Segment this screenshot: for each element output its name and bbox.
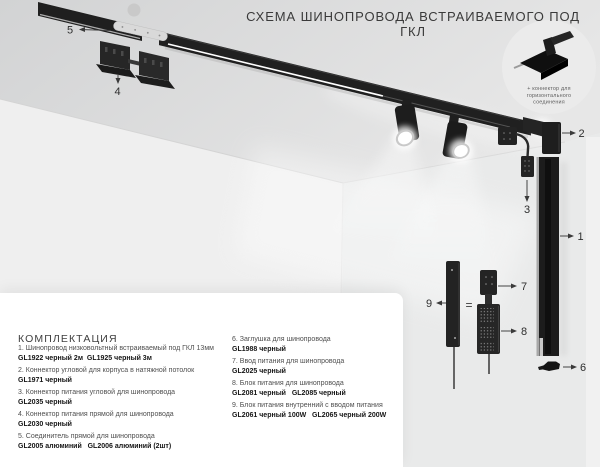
track-wall-shadow [560,162,567,356]
callout-number-2: 2 [578,128,585,140]
kit-item-4 [18,410,230,430]
callout-number-5: 5 [66,24,74,37]
callout-number-3: 3 [523,204,531,216]
kit-column-right [232,335,400,423]
led-dot [451,269,453,271]
pin-dot [485,276,487,278]
kit-item-desc: 1. Шинопровод низковольтный встраиваемый под ГКЛ 13мм [18,345,214,352]
wall-plate [498,127,517,145]
kit-item-desc: 8. Блок питания для шинопровода [232,380,344,388]
kit-item-codes: GL1971 черный [18,376,72,384]
power-input-body [480,270,497,295]
kit-item-desc: 9. Блок питания внутренний с вводом питания [232,402,383,410]
kit-item-desc: 7. Ввод питания для шинопровода [232,358,345,366]
bracket-slot [144,58,147,63]
led-dot [454,337,456,339]
pin-dot [503,132,505,134]
pin-dot [528,160,529,161]
inset-note-line1: + коннектор для [527,86,571,92]
pin-dot [528,170,529,171]
kit-item-codes: GL2025 черный [232,367,286,375]
pin-dot [528,165,529,166]
page-title: СХЕМА ШИНОПРОВОДА ВСТРАИВАЕМОГО ПОД ГКЛ [246,9,580,39]
callout-number-1: 1 [577,231,584,243]
angled-connector-body [521,156,534,177]
pin-dot [524,170,525,171]
equals-sign: = [465,298,473,312]
bracket-slot [152,60,155,65]
recessed-track-vertical [537,157,568,356]
kit-panel [0,293,403,467]
kit-column-left [18,344,230,454]
pin-dot [509,132,511,134]
pin-dot [491,276,493,278]
kit-item-9 [232,401,400,421]
bracket-slot [121,51,124,56]
bracket-slot [105,47,108,52]
kit-item-codes: GL2030 черный [18,421,72,429]
pin-dot [485,283,487,285]
pin-dot [524,160,525,161]
track-channel [545,159,551,354]
kit-item-5 [18,432,230,452]
pin-dot [503,138,505,140]
kit-item-desc: 5. Соединитель прямой для шинопровода [18,433,155,441]
inset-note-line2: горизонтального [526,93,572,99]
kit-item-codes: GL2005 алюминий GL2006 алюминий (2шт) [18,443,172,451]
kit-item-8 [232,379,400,399]
kit-item-7 [232,357,400,377]
psu-vents [480,308,494,323]
kit-item-codes: GL1922 черный 2м GL1925 черный 3м [18,354,152,362]
callout-number-7: 7 [520,281,528,293]
kit-item-desc: 2. Коннектор угловой для корпуса в натяжной потолок [18,367,195,375]
psu-vents [480,342,494,351]
psu-bar [446,261,460,347]
kit-heading: КОМПЛЕКТАЦИЯ [18,333,118,345]
kit-item-3 [18,388,230,408]
kit-item-codes: GL2061 черный 100W GL2065 черный 200W [232,412,387,420]
kit-item-desc: 6. Заглушка для шинопровода [232,336,331,343]
pin-dot [524,165,525,166]
callout-number-9: 9 [425,298,433,310]
track-mount [128,4,141,17]
corner-block [542,122,561,154]
bracket-slot [160,62,163,67]
kit-item-codes: GL2035 черный [18,398,72,406]
bracket-slot [113,49,116,54]
kit-item-desc: 4. Коннектор питания прямой для шинопровода [18,411,174,419]
callout-number-4: 4 [114,86,121,98]
kit-item-6 [232,335,400,355]
wall-light-strip [586,137,600,467]
track-end-notch [540,338,544,356]
kit-item-2 [18,366,230,386]
callout-number-6: 6 [579,362,587,374]
kit-item-codes: GL2081 черный GL2085 черный [232,389,346,397]
kit-item-codes: GL1988 черный [232,345,286,353]
pin-dot [509,138,511,140]
power-input-stub [485,294,492,304]
inset-note-line3: соединения [533,99,565,106]
psu-vents [480,327,494,338]
callout-number-8: 8 [520,326,528,338]
kit-item-desc: 3. Коннектор питания угловой для шинопровода [18,389,176,397]
pin-dot [491,283,493,285]
kit-item-1 [18,344,230,364]
